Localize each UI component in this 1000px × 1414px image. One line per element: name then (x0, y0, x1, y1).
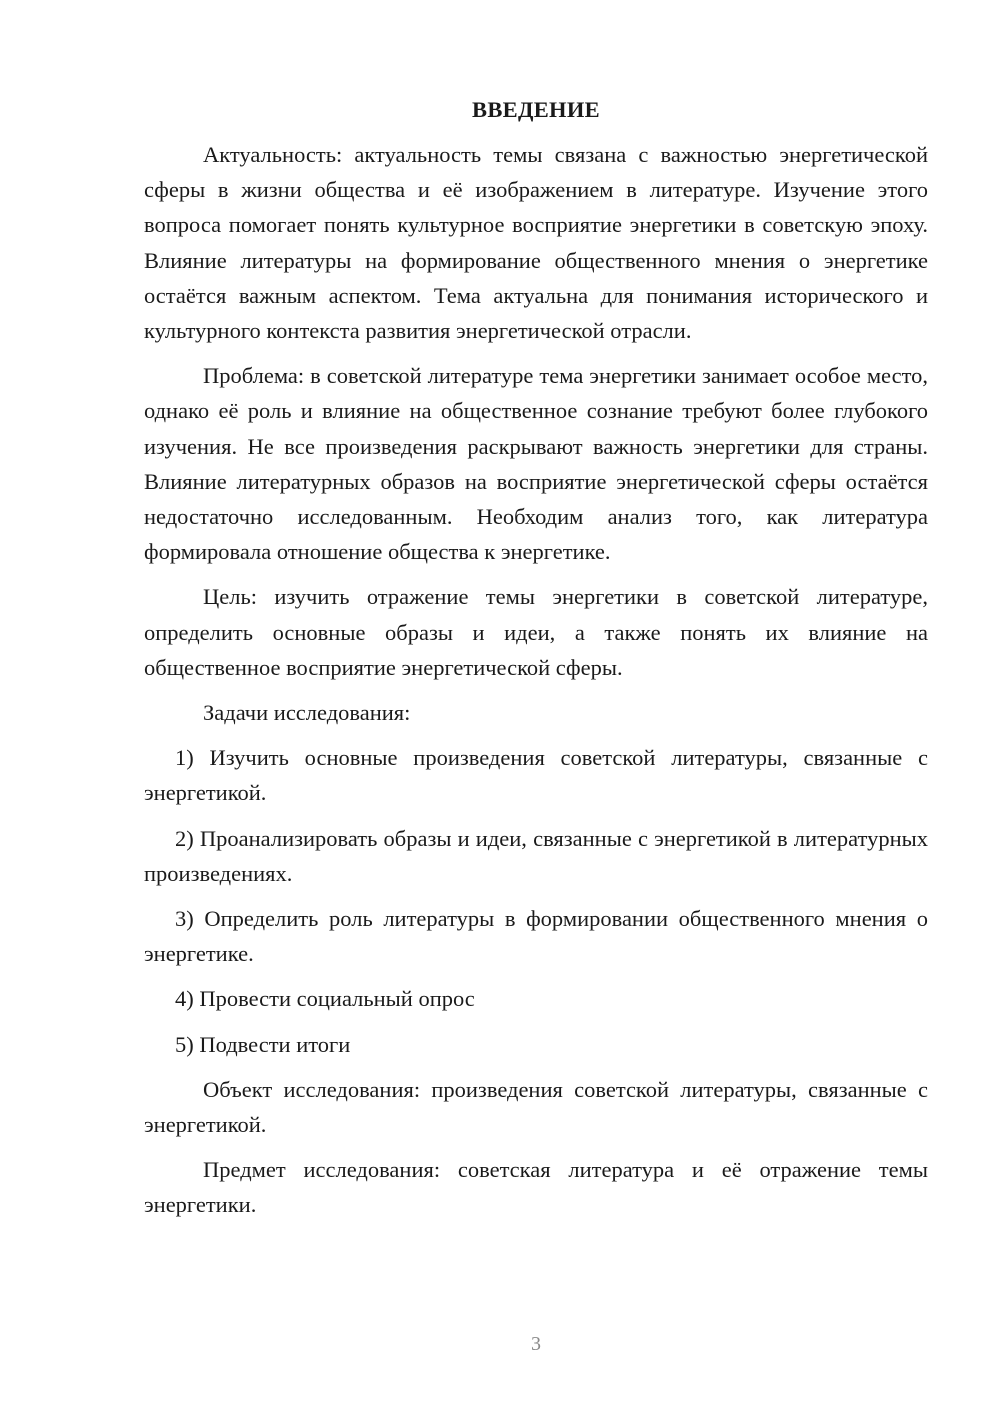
task-item-2: 2) Проанализировать образы и идеи, связанные с энергетикой в литературных произведениях. (144, 825, 928, 886)
task-item-5: 5) Подвести итоги (175, 1031, 351, 1057)
page-content (144, 95, 928, 1223)
tasks-heading: Задачи исследования: (203, 700, 411, 726)
task-item-3: 3) Определить роль литературы в формировании общественного мнения о энергетике. (144, 906, 928, 967)
page-title: ВВЕДЕНИЕ (472, 97, 600, 122)
relevance-paragraph: Актуальность: актуальность темы связана с важностью энергетической сферы в жизни общества и её изображением в литературе. Изучение этого вопроса помогает понять культурное восприятие энергетики в советскую эпоху. Влияние литературы на формирование общественного мнения о энергетике остаётся важным аспектом. Тема актуальна для понимания исторического и культурного контекста развития энергетической отрасли. (144, 142, 928, 344)
goal-paragraph: Цель: изучить отражение темы энергетики в советской литературе, определить основные образы и идеи, а также понять их влияние на общественное восприятие энергетической сферы. (144, 584, 928, 680)
task-item-1: 1) Изучить основные произведения советской литературы, связанные с энергетикой. (144, 745, 928, 806)
page-number: 3 (531, 1333, 541, 1355)
task-item-4: 4) Провести социальный опрос (175, 986, 475, 1012)
object-paragraph: Объект исследования: произведения советской литературы, связанные с энергетикой. (144, 1076, 928, 1138)
subject-paragraph: Предмет исследования: советская литература и её отражение темы энергетики. (144, 1157, 928, 1218)
problem-paragraph: Проблема: в советской литературе тема энергетики занимает особое место, однако её роль и влияние на общественное сознание требуют более глубокого изучения. Не все произведения раскрывают важность энергетики для страны. Влияние литературных образов на восприятие энергетической сферы остаётся недостаточно исследованным. Необходим анализ того, как литература формировала отношение общества к энергетике. (144, 363, 928, 565)
